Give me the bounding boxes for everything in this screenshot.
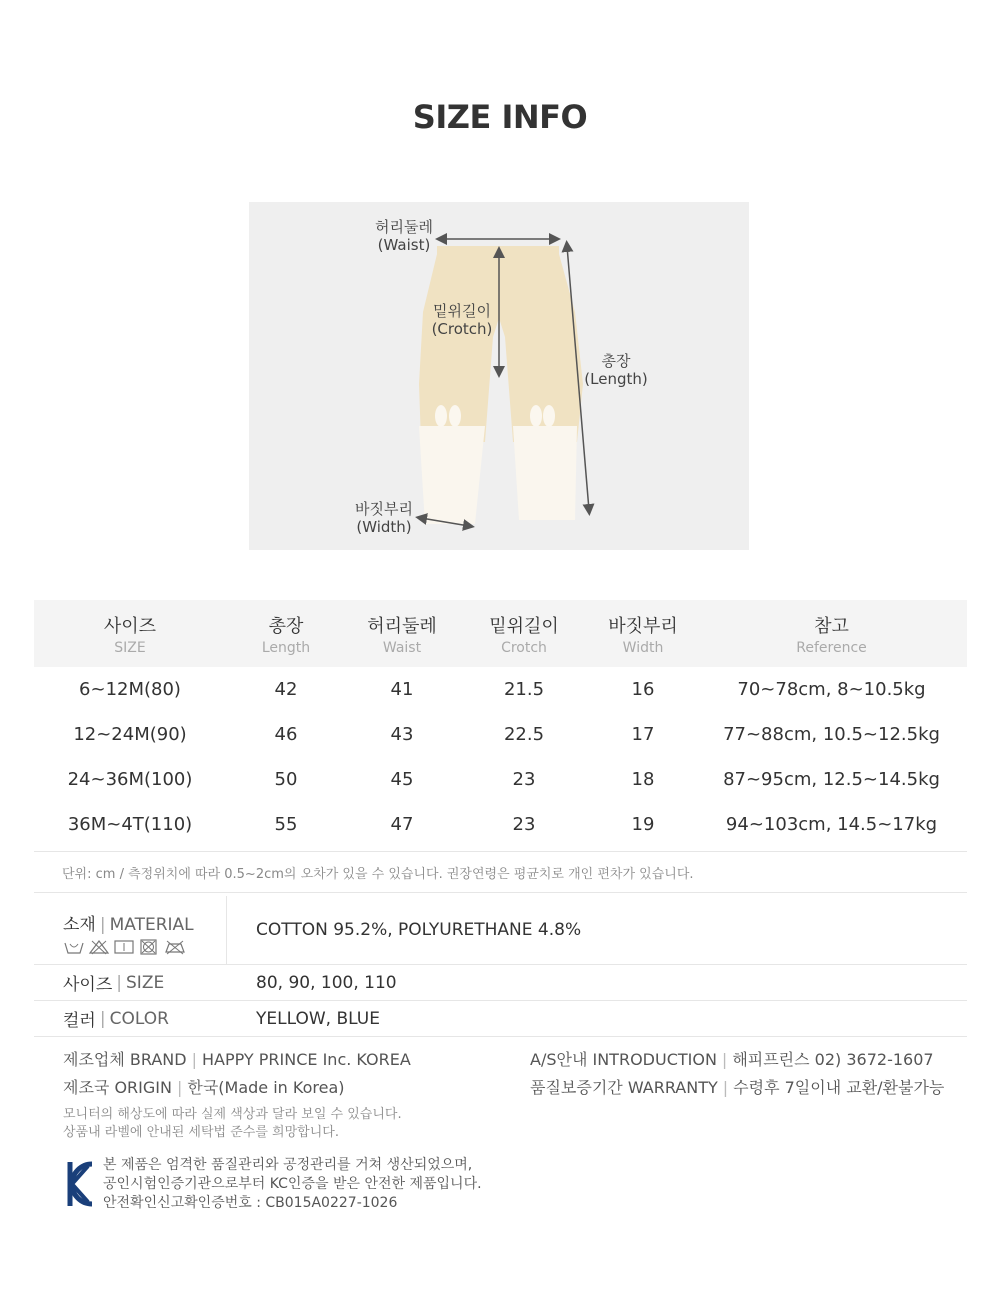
cell-width: 19	[631, 814, 655, 835]
crotch-label: 밑위길이 (Crotch)	[431, 302, 493, 338]
header-width: 바짓부리 Width	[608, 615, 678, 656]
cell-crotch: 22.5	[503, 724, 545, 745]
material-value: COTTON 95.2%, POLYURETHANE 4.8%	[256, 920, 582, 940]
cell-size: 24~36M(100)	[67, 769, 193, 790]
brand-line: 제조업체 BRAND | HAPPY PRINCE Inc. KOREA	[63, 1050, 411, 1069]
table-header	[34, 600, 967, 667]
header-waist: 허리둘레 Waist	[367, 615, 437, 656]
maker-info-right	[530, 1046, 944, 1102]
info-row-size	[34, 965, 967, 1001]
cell-waist: 47	[390, 814, 414, 835]
info-row-color	[34, 1001, 967, 1037]
header-reference: 참고 Reference	[796, 615, 867, 656]
measurement-note: 단위: cm / 측정위치에 따라 0.5~2cm의 오차가 있을 수 있습니다. 권장연령은 평균치로 개인 편차가 있습니다.	[34, 851, 967, 893]
pants-illustration	[249, 202, 749, 550]
page-title: SIZE INFO	[412, 98, 588, 136]
cell-reference: 70~78cm, 8~10.5kg	[737, 679, 926, 700]
color-label: 컬러 | COLOR	[63, 1008, 169, 1031]
width-label: 바짓부리 (Width)	[355, 500, 413, 536]
warranty-line: 품질보증기간 WARRANTY | 수령후 7일이내 교환/환불가능	[530, 1078, 945, 1097]
cell-reference: 87~95cm, 12.5~14.5kg	[723, 769, 940, 790]
hand-wash-icon	[63, 939, 85, 955]
cell-length: 42	[274, 679, 298, 700]
cell-size: 6~12M(80)	[79, 679, 181, 700]
cell-width: 16	[631, 679, 655, 700]
info-row-material	[34, 896, 967, 965]
table-row	[34, 757, 967, 802]
size-diagram	[249, 202, 749, 550]
material-label: 소재 | MATERIAL	[34, 896, 227, 964]
length-label: 총장 (Length)	[584, 352, 648, 388]
origin-line: 제조국 ORIGIN | 한국(Made in Korea)	[63, 1078, 345, 1097]
cell-waist: 43	[390, 724, 414, 745]
cell-length: 55	[274, 814, 298, 835]
cell-width: 18	[631, 769, 655, 790]
cell-width: 17	[631, 724, 655, 745]
kc-certification-text: 본 제품은 엄격한 품질관리와 공정관리를 거쳐 생산되었으며, 공인시험인증기관으로부터 KC인증을 받은 안전한 제품입니다. 안전확인신고확인증번호 : CB015A0227-1026	[103, 1157, 482, 1211]
header-crotch: 밑위길이 Crotch	[489, 615, 559, 656]
no-iron-icon	[163, 939, 187, 955]
cell-waist: 45	[390, 769, 414, 790]
header-length: 총장 Length	[261, 615, 311, 656]
size-value: 80, 90, 100, 110	[256, 972, 397, 993]
cell-size: 36M~4T(110)	[67, 814, 193, 835]
pants-cuff-right	[513, 426, 577, 520]
no-tumble-dry-icon	[138, 939, 160, 955]
size-table	[34, 600, 967, 893]
cell-size: 12~24M(90)	[73, 724, 187, 745]
table-row	[34, 802, 967, 847]
maker-info-left	[63, 1046, 411, 1102]
product-info	[34, 896, 967, 1037]
as-line: A/S안내 INTRODUCTION | 해피프린스 02) 3672-1607	[530, 1050, 934, 1069]
cell-reference: 94~103cm, 14.5~17kg	[725, 814, 938, 835]
cell-length: 46	[274, 724, 298, 745]
care-icons	[63, 939, 226, 955]
cell-crotch: 21.5	[503, 679, 545, 700]
no-bleach-icon	[88, 939, 110, 955]
table-row	[34, 712, 967, 757]
header-size: 사이즈 SIZE	[103, 615, 157, 656]
kc-mark-icon	[62, 1158, 96, 1210]
cell-reference: 77~88cm, 10.5~12.5kg	[723, 724, 940, 745]
size-label: 사이즈 | SIZE	[63, 972, 165, 995]
waist-label: 허리둘레 (Waist)	[375, 218, 433, 254]
line-dry-icon	[113, 939, 135, 955]
cell-length: 50	[274, 769, 298, 790]
cell-crotch: 23	[512, 769, 536, 790]
disclaimer: 모니터의 해상도에 따라 실제 색상과 달라 보일 수 있습니다. 상품내 라벨에 안내된 세탁법 준수를 희망합니다.	[63, 1107, 402, 1140]
cell-crotch: 23	[512, 814, 536, 835]
cell-waist: 41	[390, 679, 414, 700]
table-row	[34, 667, 967, 712]
color-value: YELLOW, BLUE	[256, 1008, 380, 1029]
